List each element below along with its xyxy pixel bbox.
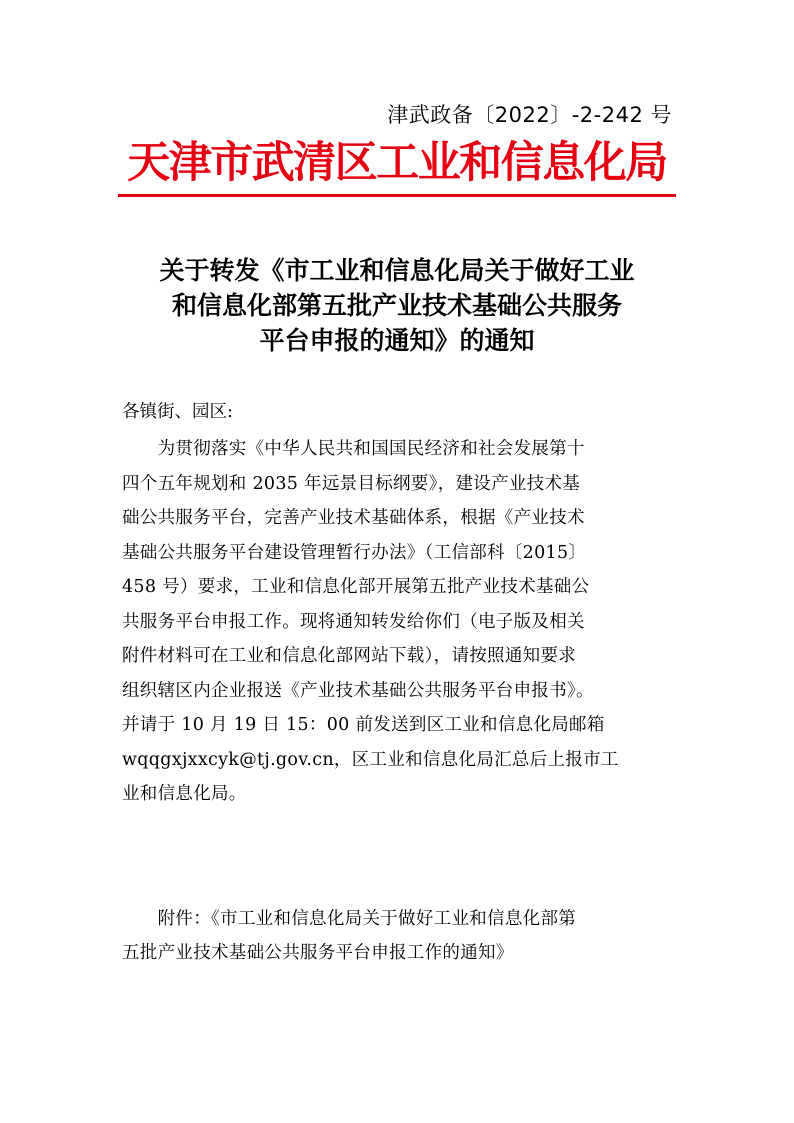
notice-title-line: 关于转发《市工业和信息化局关于做好工业 <box>159 256 635 285</box>
body-line: 附件材料可在工业和信息化部网站下载），请按照通知要求 <box>122 646 577 666</box>
body-line: 458 号）要求，工业和信息化部开展第五批产业技术基础公 <box>122 577 590 597</box>
body-line: 共服务平台申报工作。现将通知转发给你们（电子版及相关 <box>122 611 585 632</box>
body-line: 为贯彻落实《中华人民共和国国民经济和社会发展第十 <box>122 439 585 459</box>
issuing-organization-title: 天津市武清区工业和信息化局 <box>127 138 667 188</box>
notice-title <box>110 253 684 358</box>
body-line: 并请于 10 月 19 日 15：00 前发送到区工业和信息化局邮箱 <box>122 715 605 735</box>
body-paragraph <box>122 432 674 812</box>
attachment-line: 附件：《市工业和信息化局关于做好工业和信息化部第 <box>122 909 577 929</box>
body-line: 业和信息化局。 <box>122 784 247 804</box>
red-divider-line <box>118 194 676 197</box>
body-line: 基础公共服务平台建设管理暂行办法》（工信部科〔2015〕 <box>122 542 587 563</box>
body-line: wqqgxjxxcyk@tj.gov.cn，区工业和信息化局汇总后上报市工 <box>122 749 619 770</box>
attachment-line: 五批产业技术基础公共服务平台申报工作的通知》 <box>122 943 514 963</box>
body-line: 础公共服务平台，完善产业技术基础体系，根据《产业技术 <box>122 508 585 528</box>
attachment-note <box>122 902 674 970</box>
notice-title-line: 和信息化部第五批产业技术基础公共服务 <box>171 291 622 320</box>
body-line: 组织辖区内企业报送《产业技术基础公共服务平台申报书》。 <box>122 680 594 701</box>
salutation: 各镇街、园区: <box>122 402 233 422</box>
body-line: 四个五年规划和 2035 年远景目标纲要》，建设产业技术基 <box>122 473 581 494</box>
document-number: 津武政备〔2022〕-2-242 号 <box>387 103 672 127</box>
notice-title-line: 平台申报的通知》的通知 <box>259 326 535 355</box>
